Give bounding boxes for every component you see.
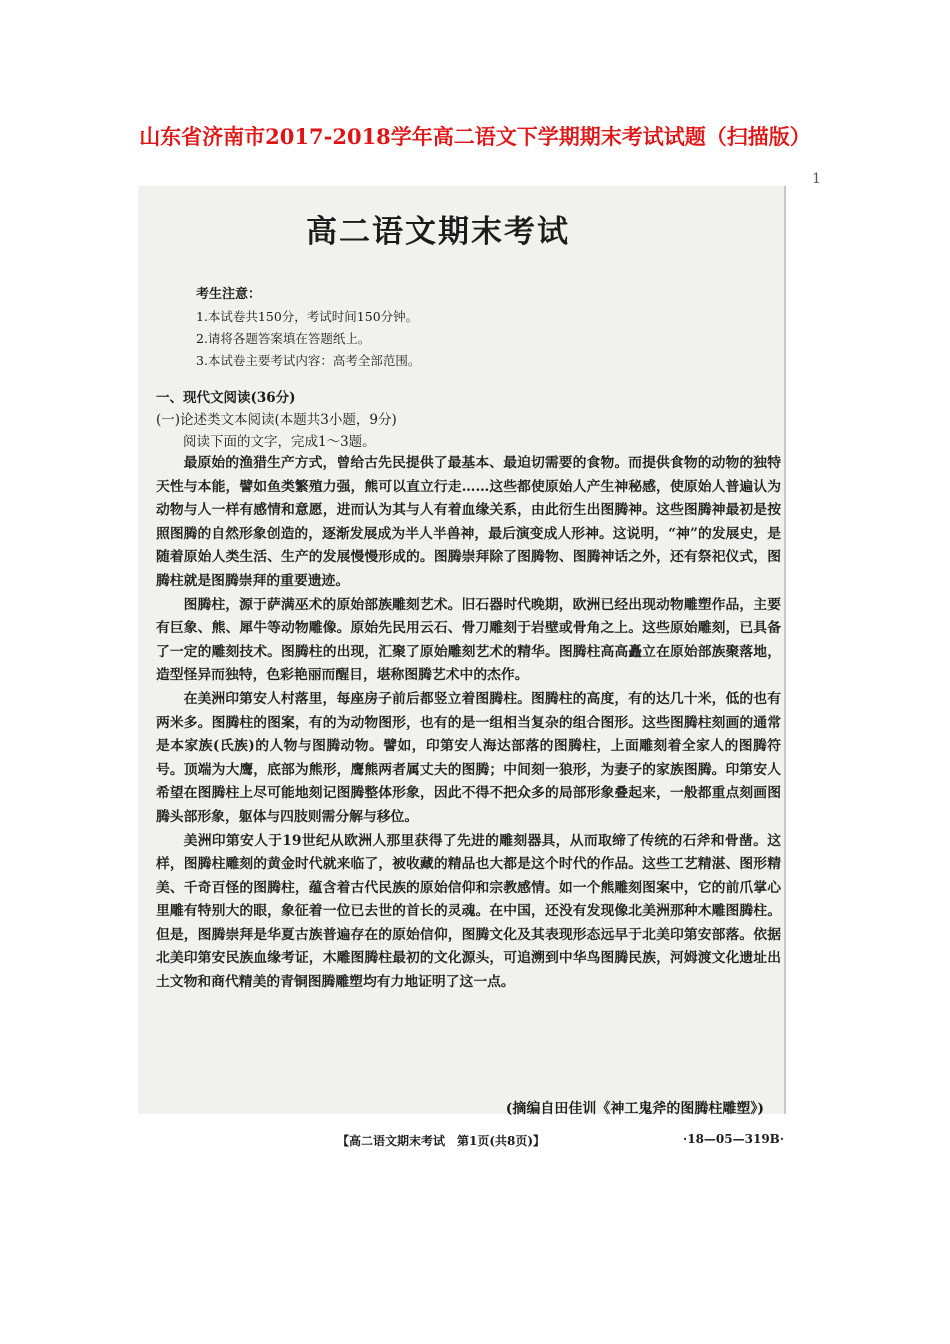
notice-item: 1.本试卷共150分，考试时间150分钟。 bbox=[196, 309, 419, 324]
notice-item: 3.本试卷主要考试内容：高考全部范围。 bbox=[196, 353, 421, 368]
scanned-exam-page bbox=[138, 186, 786, 1148]
notice-heading: 考生注意： bbox=[196, 287, 262, 302]
document-title: 山东省济南市2017-2018学年高二语文下学期期末考试试题（扫描版） bbox=[139, 124, 811, 149]
reading-passage bbox=[156, 452, 781, 995]
page-mark: 1 bbox=[812, 171, 821, 187]
section-heading: 一、现代文阅读(36分) bbox=[156, 390, 296, 406]
section-header bbox=[156, 387, 781, 453]
section-subheading: (一)论述类文本阅读(本题共3小题，9分) bbox=[156, 412, 397, 428]
footer-page-info: 【高二语文期末考试 第1页(共8页)】 bbox=[337, 1134, 546, 1148]
exam-title: 高二语文期末考试 bbox=[306, 214, 570, 250]
exam-notice bbox=[196, 284, 420, 372]
section-instruction: 阅读下面的文字，完成1～3题。 bbox=[183, 434, 376, 450]
passage-source: (摘编自田佳训《神工鬼斧的图腾柱雕塑》) bbox=[505, 1101, 764, 1117]
notice-item: 2.请将各题答案填在答题纸上。 bbox=[196, 331, 371, 346]
passage-paragraph: 图腾柱，源于萨满巫术的原始部族雕刻艺术。旧石器时代晚期，欧洲已经出现动物雕塑作品，主要有巨象、熊、犀牛等动物雕像。原始先民用云石、骨刀雕刻于岩壁或骨角之上。这些原始雕刻，已具备了一定的雕刻技术。图腾柱的出现，汇聚了原始雕刻艺术的精华。图腾柱高高矗立在原始部族聚落地，造型怪异而独特，色彩艳丽而醒目，堪称图腾艺术中的杰作。 bbox=[156, 596, 781, 684]
passage-paragraph: 美洲印第安人于19世纪从欧洲人那里获得了先进的雕刻器具，从而取缔了传统的石斧和骨凿。这样，图腾柱雕刻的黄金时代就来临了，被收藏的精品也大都是这个时代的作品。这些工艺精湛、图形精美、千奇百怪的图腾柱，蕴含着古代民族的原始信仰和宗教感情。如一个熊雕刻图案中，它的前爪掌心里雕有特别大的眼，象征着一位已去世的首长的灵魂。在中国，还没有发现像北美洲那种木雕图腾柱。但是，图腾崇拜是华夏古族普遍存在的原始信仰，图腾文化及其表现形态远早于北美印第安部落。依据北美印第安民族血缘考证，木雕图腾柱最初的文化源头，可追溯到中华鸟图腾民族，河姆渡文化遗址出土文物和商代精美的青铜图腾雕塑均有力地证明了这一点。 bbox=[156, 832, 781, 991]
footer-code: ·18—05—319B· bbox=[683, 1132, 784, 1146]
passage-paragraph: 最原始的渔猎生产方式，曾给古先民提供了最基本、最迫切需要的食物。而提供食物的动物的独特天性与本能，譬如鱼类繁殖力强，熊可以直立行走……这些都使原始人产生神秘感，使原始人普遍认为动物与人一样有感情和意愿，进而认为其与人有着血缘关系，由此衍生出图腾神。这些图腾神最初是按照图腾的自然形象创造的，逐渐发展成为半人半兽神，最后演变成人形神。这说明，“神”的发展史，是随着原始人类生活、生产的发展慢慢形成的。图腾崇拜除了图腾物、图腾神话之外，还有祭祀仪式，图腾柱就是图腾崇拜的重要遗迹。 bbox=[156, 455, 781, 589]
passage-paragraph: 在美洲印第安人村落里，每座房子前后都竖立着图腾柱。图腾柱的高度，有的达几十米，低的也有两米多。图腾柱的图案，有的为动物图形，也有的是一组相当复杂的组合图形。这些图腾柱刻画的通常是本家族(氏族)的人物与图腾动物。譬如，印第安人海达部落的图腾柱，上面雕刻着全家人的图腾符号。顶端为大鹰，底部为熊形，鹰熊两者属丈夫的图腾；中间刻一狼形，为妻子的家族图腾。印第安人希望在图腾柱上尽可能地刻记图腾整体形象，因此不得不把众多的局部形象叠起来，一般都重点刻画图腾头部形象，躯体与四肢则需分解与移位。 bbox=[156, 690, 781, 825]
